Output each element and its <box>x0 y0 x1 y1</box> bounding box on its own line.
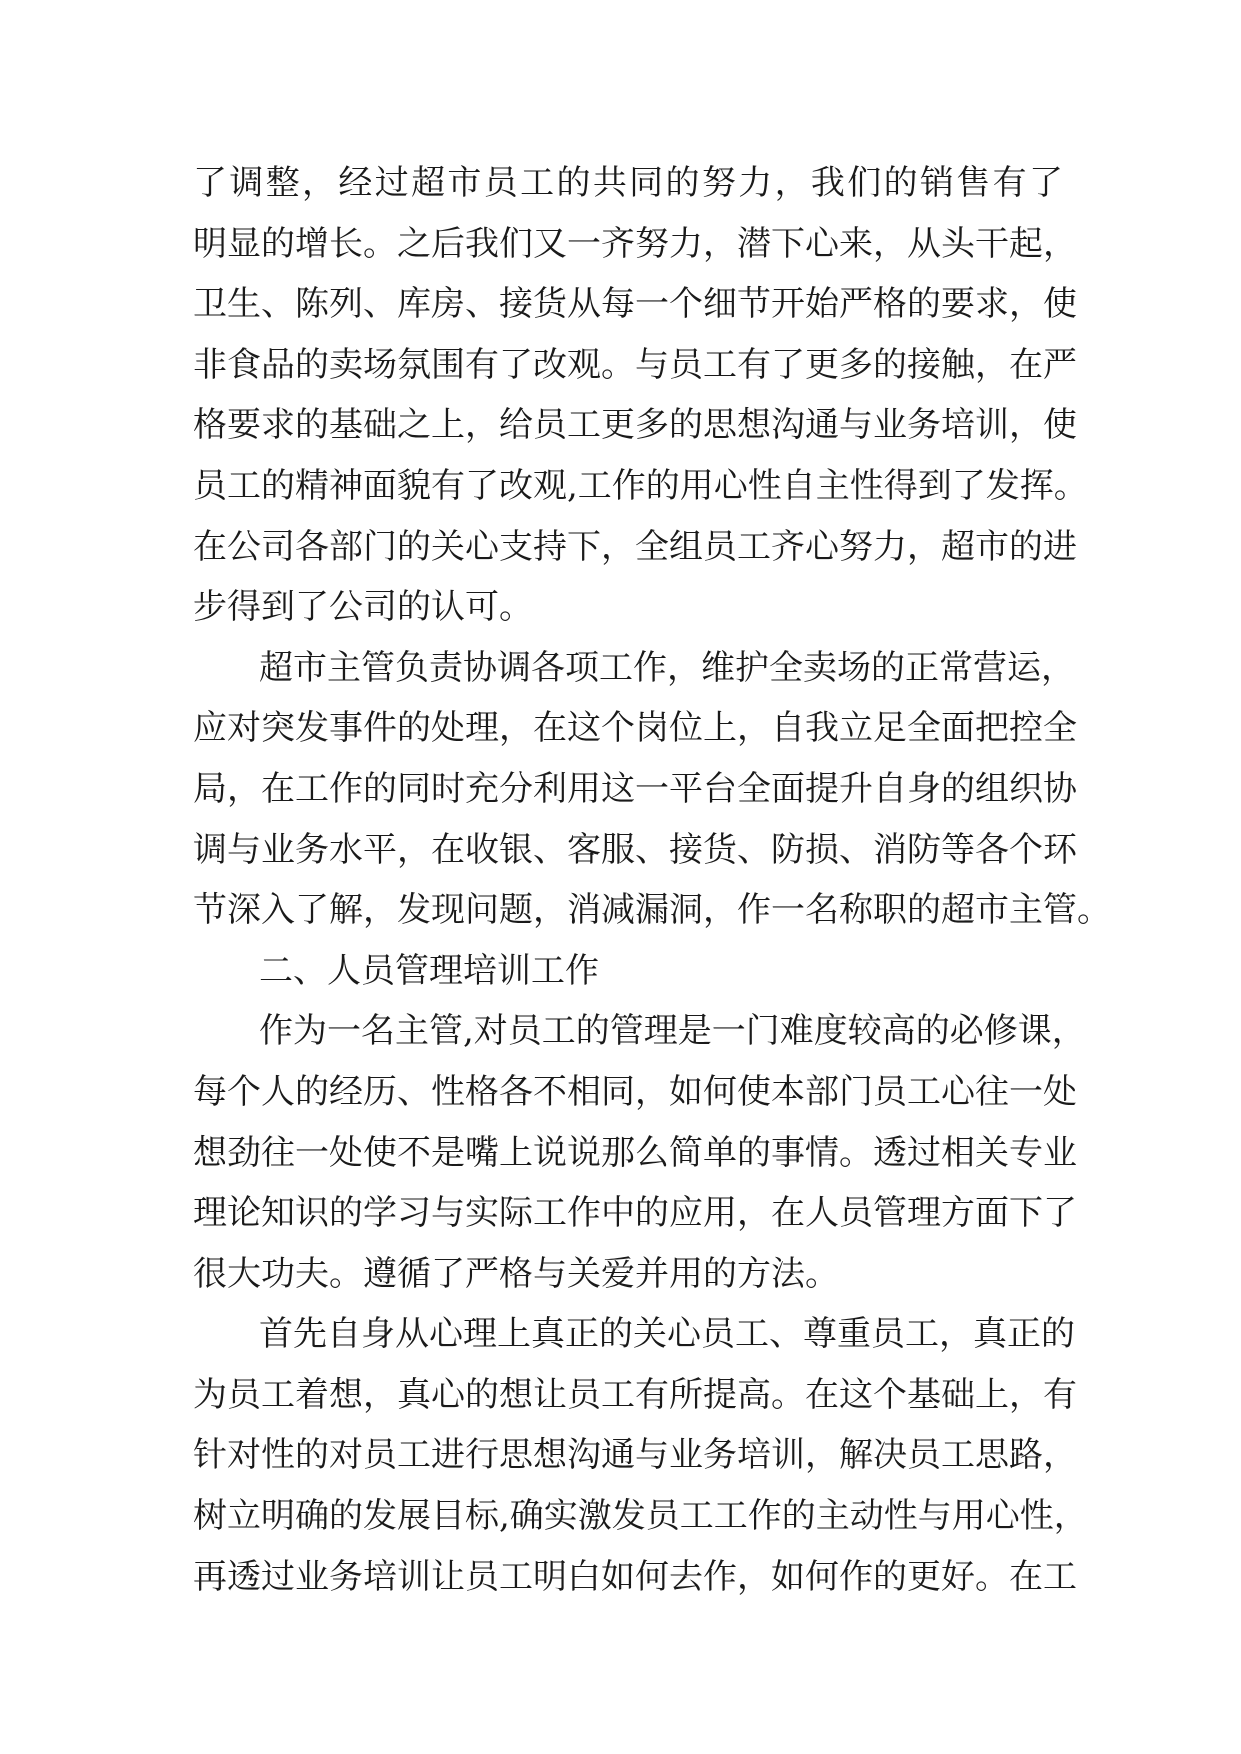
text-line: 格要求的基础之上，给员工更多的思想沟通与业务培训，使 <box>193 405 1077 446</box>
text-line: 树立明确的发展目标,确实激发员工工作的主动性与用心性， <box>193 1496 1088 1537</box>
text-line: 每个人的经历、性格各不相同，如何使本部门员工心往一处 <box>193 1071 1077 1112</box>
text-line: 理论知识的学习与实际工作中的应用，在人员管理方面下了 <box>193 1193 1077 1234</box>
text-line: 调与业务水平，在收银、客服、接货、防损、消防等各个环 <box>193 829 1077 870</box>
text-line: 员工的精神面貌有了改观,工作的用心性自主性得到了发挥。 <box>193 465 1088 506</box>
text-line: 非食品的卖场氛围有了改观。与员工有了更多的接触，在严 <box>193 344 1077 385</box>
text-line: 应对突发事件的处理，在这个岗位上，自我立足全面把控全 <box>193 708 1077 749</box>
paragraph-first-line: 首先自身从心理上真正的关心员工、尊重员工，真正的 <box>259 1314 1075 1355</box>
text-line: 想劲往一处使不是嘴上说说那么简单的事情。透过相关专业 <box>193 1132 1077 1173</box>
paragraph-first-line: 超市主管负责协调各项工作，维护全卖场的正常营运， <box>259 647 1075 688</box>
text-line: 局，在工作的同时充分利用这一平台全面提升自身的组织协 <box>193 768 1077 809</box>
text-line: 在公司各部门的关心支持下，全组员工齐心努力，超市的进 <box>193 526 1077 567</box>
text-line: 为员工着想，真心的想让员工有所提高。在这个基础上，有 <box>193 1374 1077 1415</box>
section-heading: 二、人员管理培训工作 <box>259 950 599 991</box>
text-line: 节深入了解，发现问题，消减漏洞，作一名称职的超市主管。 <box>193 890 1111 931</box>
text-line: 了调整，经过超市员工的共同的努力，我们的销售有了 <box>193 163 1063 203</box>
text-line: 针对性的对员工进行思想沟通与业务培训，解决员工思路， <box>193 1435 1077 1476</box>
text-line: 明显的增长。之后我们又一齐努力，潜下心来，从头干起， <box>193 223 1077 264</box>
text-line: 很大功夫。遵循了严格与关爱并用的方法。 <box>193 1253 839 1294</box>
document-body <box>193 153 1111 1607</box>
text-line: 再透过业务培训让员工明白如何去作，如何作的更好。在工 <box>193 1556 1077 1597</box>
text-line: 步得到了公司的认可。 <box>193 587 533 628</box>
paragraph-first-line: 作为一名主管,对员工的管理是一门难度较高的必修课， <box>259 1011 1086 1052</box>
text-line: 卫生、陈列、库房、接货从每一个细节开始严格的要求，使 <box>193 284 1077 325</box>
